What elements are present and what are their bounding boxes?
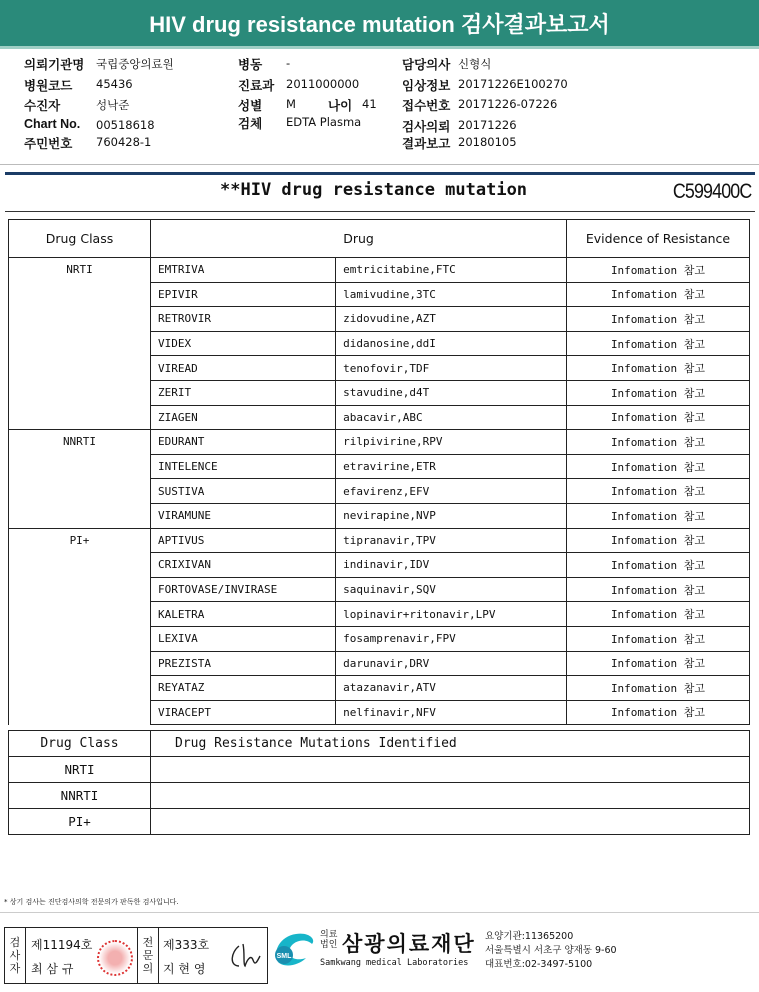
drug-brand-cell: VIRACEPT	[151, 700, 336, 725]
org-name: 삼광의료재단	[342, 932, 476, 956]
id-no-value: 760428-1	[96, 135, 152, 149]
drug-generic-cell: etravirine,ETR	[336, 454, 567, 479]
drug-generic-cell: efavirenz,EFV	[336, 479, 567, 504]
evidence-cell: Infomation 참고	[567, 602, 750, 627]
request-label: 검사의뢰	[402, 120, 451, 134]
divider-thin	[5, 211, 755, 212]
drug-brand-cell: SUSTIVA	[151, 479, 336, 504]
drug-generic-cell: stavudine,d4T	[336, 380, 567, 405]
table-row	[9, 430, 750, 455]
evidence-cell: Infomation 참고	[567, 528, 750, 553]
drug-brand-cell: FORTOVASE/INVIRASE	[151, 577, 336, 602]
header-evidence: Evidence of Resistance	[567, 220, 750, 258]
chart-no-label: Chart No.	[24, 117, 81, 131]
age-label: 나이	[328, 99, 353, 113]
mut-class: NRTI	[9, 757, 151, 783]
doctor-label: 담당의사	[402, 58, 451, 72]
recipient-label: 수진자	[24, 99, 61, 113]
examiner-label: 검 사 자	[5, 928, 26, 983]
drug-generic-cell: tipranavir,TPV	[336, 528, 567, 553]
drug-brand-cell: APTIVUS	[151, 528, 336, 553]
table-row	[9, 528, 750, 553]
ward-value: -	[286, 56, 291, 70]
org-prefix: 의료법인	[320, 930, 338, 950]
drug-table-body	[9, 258, 750, 725]
signature-box	[4, 927, 268, 984]
drug-brand-cell: EMTRIVA	[151, 258, 336, 283]
receipt-label: 접수번호	[402, 99, 451, 113]
recipient-value: 성낙준	[96, 98, 130, 112]
sex-value: M	[286, 97, 296, 111]
agency-number: 요양기관:11365200	[485, 931, 574, 942]
header-drug-class: Drug Class	[9, 220, 151, 258]
mut-class: PI+	[9, 809, 151, 835]
mutation-table	[8, 730, 750, 835]
drug-brand-cell: EPIVIR	[151, 282, 336, 307]
chart-no-value: 00518618	[96, 118, 155, 132]
institution-label: 의뢰기관명	[24, 58, 85, 72]
ward-label: 병동	[238, 58, 263, 72]
evidence-cell: Infomation 참고	[567, 430, 750, 455]
report-code: C599400C	[672, 180, 751, 203]
evidence-cell: Infomation 참고	[567, 307, 750, 332]
drug-brand-cell: VIDEX	[151, 331, 336, 356]
drug-brand-cell: CRIXIVAN	[151, 553, 336, 578]
drug-class-cell: NNRTI	[9, 430, 151, 528]
patient-info	[0, 52, 759, 152]
hospital-code-value: 45436	[96, 77, 133, 91]
mut-header-mutations: Drug Resistance Mutations Identified	[151, 731, 750, 757]
drug-class-cell: NRTI	[9, 258, 151, 430]
drug-generic-cell: zidovudine,AZT	[336, 307, 567, 332]
address: 서울특별시 서초구 양재동 9-60	[485, 945, 617, 956]
drug-brand-cell: PREZISTA	[151, 651, 336, 676]
drug-brand-cell: EDURANT	[151, 430, 336, 455]
divider	[0, 164, 759, 165]
mut-value	[151, 757, 750, 783]
table-row	[9, 809, 750, 835]
divider	[0, 912, 759, 913]
id-no-label: 주민번호	[24, 137, 73, 151]
drug-generic-cell: saquinavir,SQV	[336, 577, 567, 602]
hospital-code-label: 병원코드	[24, 79, 73, 93]
evidence-cell: Infomation 참고	[567, 553, 750, 578]
specimen-label: 검체	[238, 117, 263, 131]
org-address	[485, 930, 617, 972]
drug-brand-cell: ZERIT	[151, 380, 336, 405]
banner-edge	[0, 46, 759, 49]
evidence-cell: Infomation 참고	[567, 700, 750, 725]
divider-thick	[5, 172, 755, 175]
evidence-cell: Infomation 참고	[567, 282, 750, 307]
drug-generic-cell: indinavir,IDV	[336, 553, 567, 578]
drug-brand-cell: RETROVIR	[151, 307, 336, 332]
logo-text: SML	[276, 953, 292, 960]
evidence-cell: Infomation 참고	[567, 454, 750, 479]
drug-generic-cell: abacavir,ABC	[336, 405, 567, 430]
drug-class-cell: PI+	[9, 528, 151, 725]
clinical-value: 20171226E100270	[458, 77, 568, 91]
drug-generic-cell: lopinavir+ritonavir,LPV	[336, 602, 567, 627]
drug-generic-cell: nelfinavir,NFV	[336, 700, 567, 725]
drug-generic-cell: didanosine,ddI	[336, 331, 567, 356]
phone: 대표번호:02-3497-5100	[485, 959, 593, 970]
evidence-cell: Infomation 참고	[567, 356, 750, 381]
drug-brand-cell: REYATAZ	[151, 676, 336, 701]
drug-brand-cell: INTELENCE	[151, 454, 336, 479]
specimen-value: EDTA Plasma	[286, 115, 362, 129]
doctor-value: 신형식	[458, 57, 492, 71]
evidence-cell: Infomation 참고	[567, 676, 750, 701]
specialist-label: 전 문 의	[137, 928, 159, 983]
receipt-value: 20171226-07226	[458, 97, 558, 111]
drug-brand-cell: ZIAGEN	[151, 405, 336, 430]
drug-generic-cell: tenofovir,TDF	[336, 356, 567, 381]
drug-brand-cell: VIRAMUNE	[151, 503, 336, 528]
mut-value	[151, 783, 750, 809]
drug-generic-cell: fosamprenavir,FPV	[336, 626, 567, 651]
drug-generic-cell: emtricitabine,FTC	[336, 258, 567, 283]
dept-label: 진료과	[238, 79, 275, 93]
evidence-cell: Infomation 참고	[567, 331, 750, 356]
seal-stamp	[97, 940, 133, 976]
drug-brand-cell: LEXIVA	[151, 626, 336, 651]
drug-generic-cell: darunavir,DRV	[336, 651, 567, 676]
report-title: **HIV drug resistance mutation	[220, 180, 528, 200]
drug-generic-cell: rilpivirine,RPV	[336, 430, 567, 455]
mut-class: NNRTI	[9, 783, 151, 809]
drug-generic-cell: lamivudine,3TC	[336, 282, 567, 307]
request-value: 20171226	[458, 118, 517, 132]
drug-brand-cell: KALETRA	[151, 602, 336, 627]
report-label: 결과보고	[402, 137, 451, 151]
drug-generic-cell: nevirapine,NVP	[336, 503, 567, 528]
evidence-cell: Infomation 참고	[567, 651, 750, 676]
examiner-license: 제11194호	[31, 938, 93, 952]
table-row	[9, 258, 750, 283]
specialist-license: 제333호	[163, 938, 210, 952]
table-row	[9, 757, 750, 783]
mut-header-class: Drug Class	[9, 731, 151, 757]
drug-table	[8, 219, 750, 725]
drug-brand-cell: VIREAD	[151, 356, 336, 381]
report-banner-title: HIV drug resistance mutation 검사결과보고서	[0, 0, 759, 46]
header-drug: Drug	[151, 220, 567, 258]
report-value: 20180105	[458, 135, 517, 149]
specialist-name: 지 현 영	[163, 962, 206, 976]
mut-value	[151, 809, 750, 835]
evidence-cell: Infomation 참고	[567, 577, 750, 602]
evidence-cell: Infomation 참고	[567, 626, 750, 651]
table-row	[9, 783, 750, 809]
age-value: 41	[362, 97, 377, 111]
sex-label: 성별	[238, 99, 263, 113]
evidence-cell: Infomation 참고	[567, 479, 750, 504]
org-english-name: Samkwang medical Laboratories	[320, 958, 469, 968]
evidence-cell: Infomation 참고	[567, 258, 750, 283]
evidence-cell: Infomation 참고	[567, 405, 750, 430]
evidence-cell: Infomation 참고	[567, 380, 750, 405]
footer-note: * 상기 검사는 진단검사의학 전문의가 판독한 검사입니다.	[4, 898, 179, 906]
drug-generic-cell: atazanavir,ATV	[336, 676, 567, 701]
examiner-name: 최 삼 규	[31, 962, 74, 976]
dept-value: 2011000000	[286, 77, 360, 91]
clinical-label: 임상정보	[402, 79, 451, 93]
signature-mark	[227, 940, 263, 972]
evidence-cell: Infomation 참고	[567, 503, 750, 528]
institution-value: 국립중앙의료원	[96, 57, 174, 71]
